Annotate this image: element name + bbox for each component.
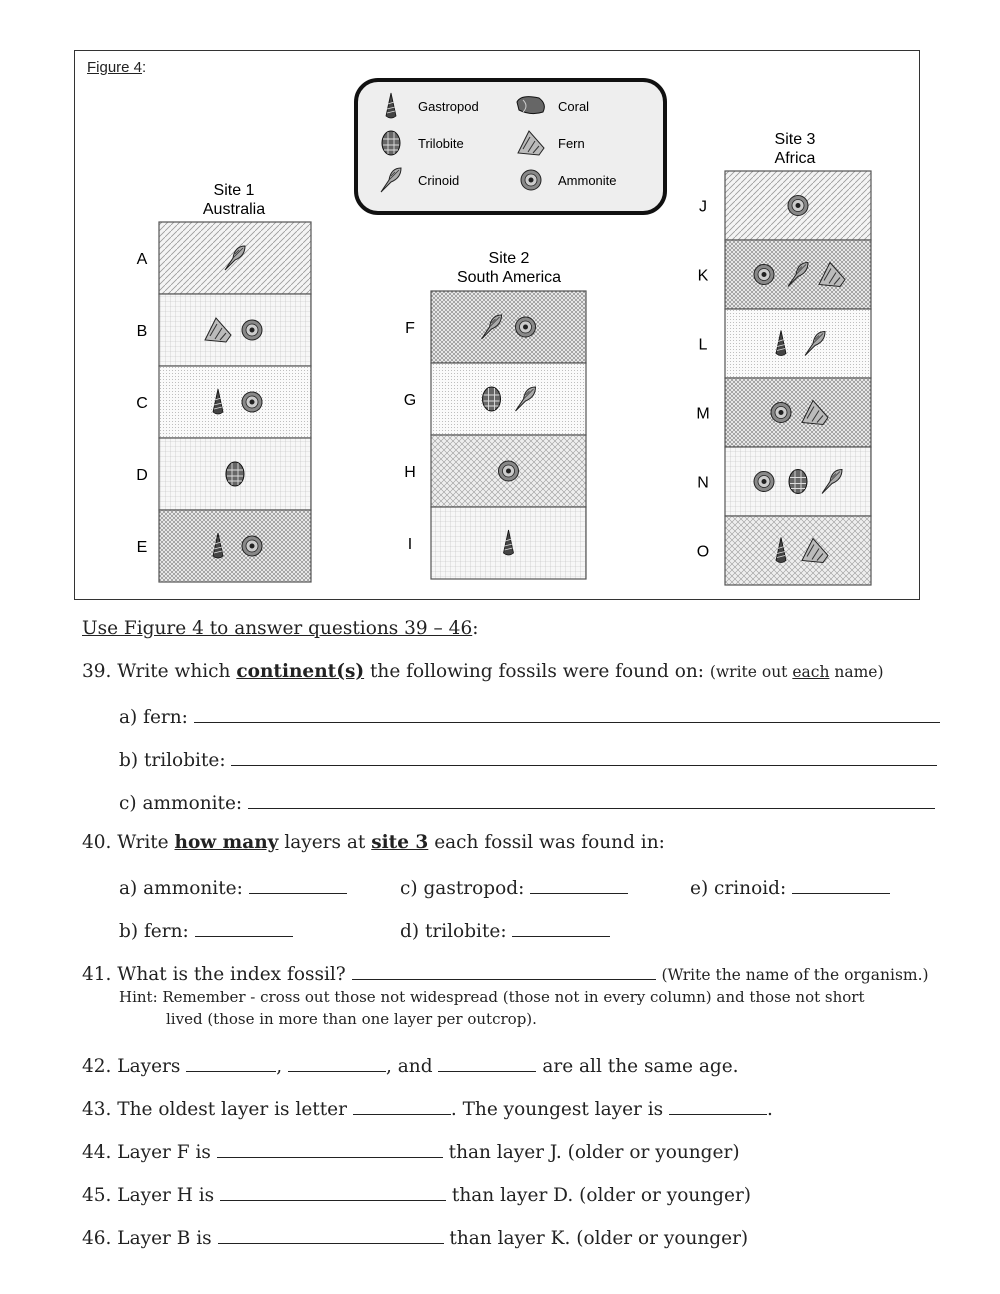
site-3-name: Site 3: [774, 131, 816, 148]
q39-a: a) fern:: [119, 704, 940, 728]
ammonite-icon: [499, 461, 519, 481]
question-39: 39. Write which continent(s) the following fossils were found on: (write out each name): [82, 661, 884, 682]
layer-label-D: D: [136, 467, 148, 484]
site-1-region: Australia: [202, 201, 266, 218]
q42-blank-2[interactable]: [288, 1053, 386, 1072]
q40-a: a) ammonite:: [119, 875, 347, 899]
q43-blank-youngest[interactable]: [669, 1096, 767, 1115]
legend-label-ammonite: Ammonite: [558, 173, 617, 188]
legend-label-trilobite: Trilobite: [418, 136, 464, 151]
q40-c: c) gastropod:: [400, 875, 628, 899]
question-43: 43. The oldest layer is letter . The youngest layer is .: [82, 1096, 773, 1120]
q40-d: d) trilobite:: [400, 918, 610, 942]
ammonite-icon: [788, 196, 808, 216]
figure-4: [74, 50, 920, 600]
legend-label-fern: Fern: [558, 136, 585, 151]
layer-label-F: F: [405, 320, 415, 337]
ammonite-icon: [242, 320, 262, 340]
layer-C: [159, 366, 311, 438]
question-46: 46. Layer B is than layer K. (older or younger): [82, 1225, 748, 1249]
q39-b: b) trilobite:: [119, 747, 937, 771]
q40-c-blank[interactable]: [530, 875, 628, 894]
layer-label-G: G: [403, 392, 417, 409]
ammonite-icon: [242, 536, 262, 556]
site-2-name: Site 2: [488, 250, 530, 267]
instructions: Use Figure 4 to answer questions 39 – 46:: [82, 618, 479, 639]
layer-label-O: O: [696, 543, 710, 561]
site-1-name: Site 1: [213, 182, 255, 199]
trilobite-icon: [789, 470, 807, 494]
ammonite-icon: [754, 472, 774, 492]
site-3-region: Africa: [774, 150, 816, 167]
layer-label-J: J: [699, 198, 707, 216]
legend-label-coral: Coral: [558, 99, 590, 114]
site-2-region: South America: [456, 269, 562, 286]
q39-a-blank[interactable]: [194, 704, 940, 723]
q40-e: e) crinoid:: [690, 875, 890, 899]
q42-blank-1[interactable]: [186, 1053, 276, 1072]
layer-label-B: B: [136, 323, 148, 340]
question-41: 41. What is the index fossil? (Write the name of the organism.): [82, 961, 929, 985]
q40-d-blank[interactable]: [512, 918, 610, 937]
q46-blank[interactable]: [218, 1225, 444, 1244]
q40-b-blank[interactable]: [195, 918, 293, 937]
q43-blank-oldest[interactable]: [353, 1096, 451, 1115]
q39-c: c) ammonite:: [119, 790, 935, 814]
q39-c-blank[interactable]: [248, 790, 935, 809]
q42-blank-3[interactable]: [438, 1053, 536, 1072]
legend-label-crinoid: Crinoid: [418, 173, 460, 188]
q45-blank[interactable]: [220, 1182, 446, 1201]
layer-label-I: I: [407, 536, 413, 553]
q41-blank[interactable]: [352, 961, 656, 980]
ammonite-icon: [242, 392, 262, 412]
question-40: 40. Write how many layers at site 3 each fossil was found in:: [82, 832, 665, 853]
layer-label-C: C: [136, 395, 148, 412]
question-45: 45. Layer H is than layer D. (older or younger): [82, 1182, 751, 1206]
question-42: 42. Layers , , and are all the same age.: [82, 1053, 739, 1077]
ammonite-icon: [521, 170, 541, 190]
q44-blank[interactable]: [217, 1139, 443, 1158]
layer-O: [725, 516, 871, 585]
question-44: 44. Layer F is than layer J. (older or younger): [82, 1139, 740, 1163]
figure-label: Figure 4:: [87, 59, 147, 76]
layer-M: [725, 378, 871, 447]
ammonite-icon: [754, 265, 774, 285]
legend-box: [356, 80, 665, 213]
layer-B: [159, 294, 311, 366]
layer-label-A: A: [136, 251, 148, 268]
layer-label-K: K: [697, 267, 709, 285]
layer-label-M: M: [696, 405, 710, 423]
trilobite-icon: [382, 131, 400, 155]
layer-F: [431, 291, 586, 363]
legend-label-gastropod: Gastropod: [418, 99, 479, 114]
q39-b-blank[interactable]: [231, 747, 937, 766]
layer-E: [159, 510, 311, 582]
q40-e-blank[interactable]: [792, 875, 890, 894]
layer-label-L: L: [698, 336, 708, 354]
layer-label-E: E: [136, 539, 148, 556]
q41-hint-line-2: lived (those in more than one layer per outcrop).: [166, 1010, 537, 1028]
q40-a-blank[interactable]: [249, 875, 347, 894]
layer-G: [431, 363, 586, 435]
coral-icon: [517, 97, 544, 114]
layer-label-N: N: [697, 474, 709, 492]
trilobite-icon: [483, 387, 501, 411]
trilobite-icon: [226, 462, 244, 486]
fossil-diagram: [75, 51, 921, 601]
layer-label-H: H: [404, 464, 416, 481]
q41-hint-line-1: Hint: Remember - cross out those not widespread (those not in every column) and those not short: [119, 988, 865, 1006]
ammonite-icon: [771, 403, 791, 423]
layer-L: [725, 309, 871, 378]
q40-b: b) fern:: [119, 918, 293, 942]
ammonite-icon: [516, 317, 536, 337]
